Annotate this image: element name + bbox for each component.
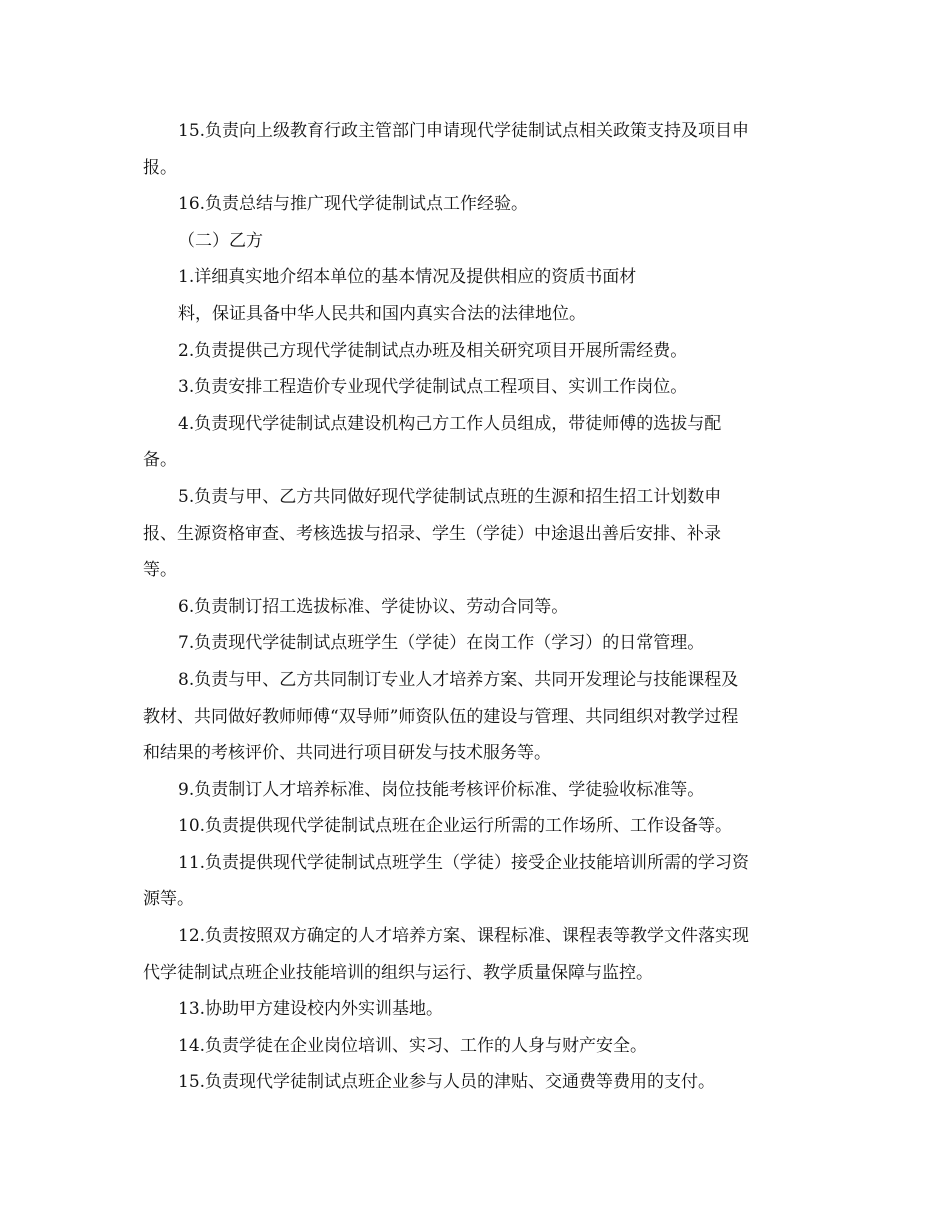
line: 报、生源资格审查、考核选拔与招录、学生（学徒）中途退出善后安排、补录 xyxy=(143,523,721,544)
paragraph-yi-13 xyxy=(143,991,813,1028)
paragraph-yi-14 xyxy=(143,1028,813,1065)
paragraph-yi-2 xyxy=(143,333,813,370)
line: 8.负责与甲、乙方共同制订专业人才培养方案、共同开发理论与技能课程及 xyxy=(178,669,739,690)
paragraph-yi-12 xyxy=(143,918,813,991)
line: 等。 xyxy=(143,560,177,581)
line: 和结果的考核评价、共同进行项目研发与技术服务等。 xyxy=(143,743,551,764)
line: 4.负责现代学徒制试点建设机构己方工作人员组成，带徒师傅的选拔与配 xyxy=(178,413,722,434)
paragraph-yi-5 xyxy=(143,479,813,589)
paragraph-jia-15 xyxy=(143,113,813,186)
paragraph-jia-16 xyxy=(143,186,813,223)
line: 15.负责现代学徒制试点班企业参与人员的津贴、交通费等费用的支付。 xyxy=(178,1072,716,1093)
line: （二）乙方 xyxy=(178,230,263,251)
line: 代学徒制试点班企业技能培训的组织与运行、教学质量保障与监控。 xyxy=(143,962,653,983)
paragraph-yi-10 xyxy=(143,808,813,845)
paragraph-yi-1-continued xyxy=(143,296,813,333)
line: 10.负责提供现代学徒制试点班在企业运行所需的工作场所、工作设备等。 xyxy=(178,816,733,837)
line: 源等。 xyxy=(143,889,194,910)
line: 7.负责现代学徒制试点班学生（学徒）在岗工作（学习）的日常管理。 xyxy=(178,633,705,654)
line: 16.负责总结与推广现代学徒制试点工作经验。 xyxy=(178,194,529,215)
line: 备。 xyxy=(143,450,177,471)
section-heading-yifang xyxy=(143,223,813,260)
line: 2.负责提供己方现代学徒制试点办班及相关研究项目开展所需经费。 xyxy=(178,340,688,361)
line: 报。 xyxy=(143,157,177,178)
paragraph-yi-1 xyxy=(143,259,813,296)
line: 料，保证具备中华人民共和国内真实合法的法律地位。 xyxy=(178,303,586,324)
paragraph-yi-7 xyxy=(143,625,813,662)
line: 15.负责向上级教育行政主管部门申请现代学徒制试点相关政策支持及项目申 xyxy=(178,121,750,141)
line: 13.协助甲方建设校内外实训基地。 xyxy=(178,999,444,1020)
line: 12.负责按照双方确定的人才培养方案、课程标准、课程表等教学文件落实现 xyxy=(178,926,750,947)
paragraph-yi-6 xyxy=(143,589,813,626)
paragraph-yi-11 xyxy=(143,845,813,918)
paragraph-yi-4 xyxy=(143,406,813,479)
line: 14.负责学徒在企业岗位培训、实习、工作的人身与财产安全。 xyxy=(178,1035,648,1056)
line: 6.负责制订招工选拔标准、学徒协议、劳动合同等。 xyxy=(178,596,569,617)
line: 5.负责与甲、乙方共同做好现代学徒制试点班的生源和招生招工计划数申 xyxy=(178,486,722,507)
document-page xyxy=(143,113,813,1101)
line: 3.负责安排工程造价专业现代学徒制试点工程项目、实训工作岗位。 xyxy=(178,377,688,398)
paragraph-yi-3 xyxy=(143,369,813,406)
paragraph-yi-15 xyxy=(143,1064,813,1101)
line: 教材、共同做好教师师傅“双导师”师资队伍的建设与管理、共同组织对教学过程 xyxy=(143,706,739,727)
line: 11.负责提供现代学徒制试点班学生（学徒）接受企业技能培训所需的学习资 xyxy=(178,852,750,873)
line: 9.负责制订人才培养标准、岗位技能考核评价标准、学徒验收标准等。 xyxy=(178,779,705,800)
line: 1.详细真实地介绍本单位的基本情况及提供相应的资质书面材 xyxy=(178,267,637,288)
paragraph-yi-9 xyxy=(143,772,813,809)
paragraph-yi-8 xyxy=(143,662,813,772)
